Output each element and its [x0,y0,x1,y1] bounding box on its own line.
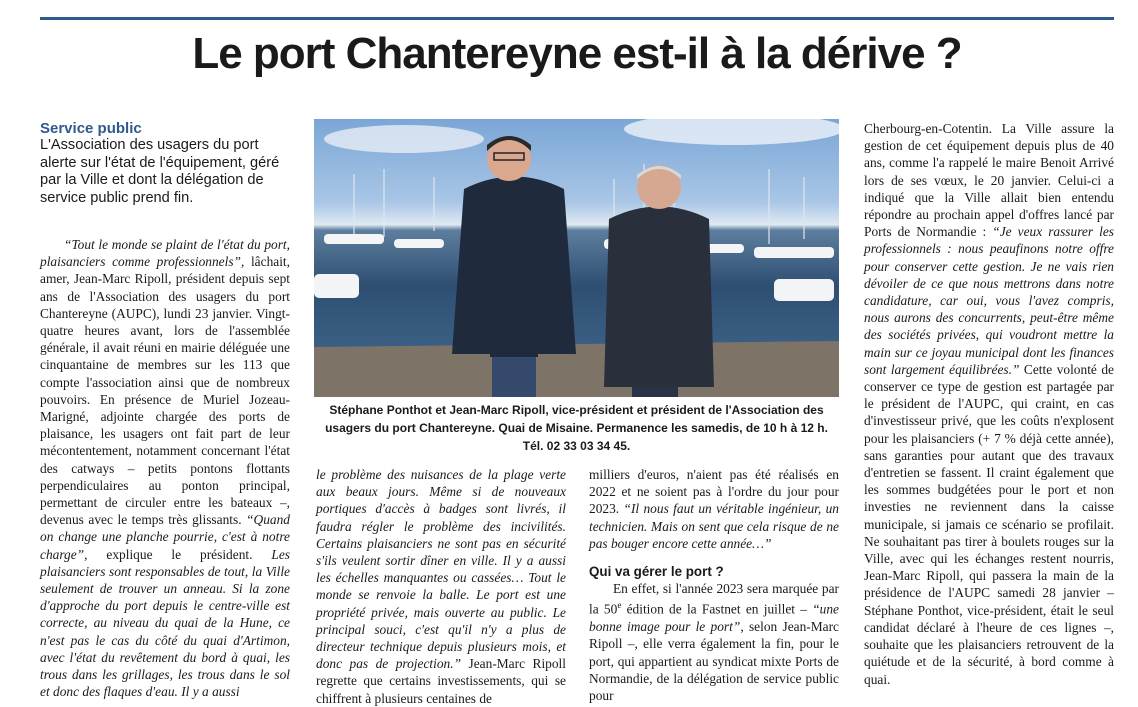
page-title: Le port Chantereyne est-il à la dérive ? [192,29,962,78]
article-photo [314,119,839,397]
body-text: édition de la Fastnet en juillet – [621,601,813,617]
body-text: lâchait, amer, Jean-Marc Ripoll, président depuis sept ans de l'Association des usagers du port Chantereyne (AUPC), lundi 23 janvier. Vingt-quatre heures avant, lors de l'assemblée générale, il avait réuni en mairie déléguée une cinquantaine de membres sur les 113 que compte l'association ainsi que de nombreux pouvoirs. En présence de Muriel Jozeau-Marigné, adjointe chargée des ports de plaisance, les usagers ont fait part de leur mécontentement, notamment concernant l'état des catways – petits pontons flottants perpendiculaires au ponton principal, permettant de circuler entre les bateaux –, devenus avec le temps très glissants. [40,254,290,528]
photo-caption: Stéphane Ponthot et Jean-Marc Ripoll, vice-président et président de l'Association des usagers du port Chantereyne. Quai de Misaine. Permanence les samedis, de 10 h à 12 h. Tél. 02 33 03 34 45. [325,403,828,453]
quote: “Je veux rassurer les professionnels : nous peaufinons notre offre pour conserver cette gestion. Je ne vais rien dévoiler de ce que nous mettrons dans notre candidature, car oui, vous l'avez compris, nous aurons des concurrents, peut-être même des sociétés privées, qui voudront mettre la main sur ce joyau municipal dont les finances sont largement équilibrées.” [864,224,1114,377]
quote: Les plaisanciers sont responsables de tout, la Ville seulement de trouver un anneau. Si la zone d'approche du port depuis le centre-ville est correcte, au niveau du quai de la Hune, ce n'est pas le cas du côté du quai d'Artimon, avec l'état du revêtement du bord à quai, les trous dans les grillages, les trous dans le sol et donc des flaques d'eau. Il y a aussi [40,546,290,700]
body-text: Cherbourg-en-Cotentin. La Ville assure la gestion de cet équipement depuis plus de 40 ans, comme l'a rappelé le maire Benoit Arrivé lors de ses vœux, le 20 janvier. Celui-ci a indiqué que la Ville allait bien entendu répondre au prochain appel d'offres lancé par Ports de Normandie : [864,121,1114,240]
section-subheading: Qui va gérer le port ? [589,564,724,580]
top-rule [40,17,1114,20]
article-column-2 [316,466,566,707]
article-column-1 [40,236,290,700]
quote: “Tout le monde se plaint de l'état du port, plaisanciers comme professionnels”, [40,237,290,270]
section-kicker: Service public [40,120,142,137]
quote: “Il nous faut un véritable ingénieur, un technicien. Mais on sent que cela risque de ne pas bouger encore cette année…” [589,501,839,551]
harbour-photo-illustration [314,119,839,397]
article-column-4 [864,120,1114,688]
body-text: En effet, si l'année 2023 sera marquée par la 50 [589,581,839,617]
standfirst: L'Association des usagers du port alerte sur l'état de l'équipement, géré par la Ville et dont la délégation de service public prend fin. [40,137,280,206]
article-column-3 [589,466,839,704]
ordinal-suffix: e [617,600,622,611]
quote: “une bonne image pour le port” [589,601,840,635]
body-text: , selon Jean-Marc Ripoll –, elle verra également la fin, pour le port, qui appartient au syndicat mixte Ports de Normandie, de la délégation de service public pour [589,619,839,703]
body-text: explique le président. [87,546,272,562]
body-text: Cette volonté de conserver ce type de gestion est partagée par le président de l'AUPC, qui craint, en cas d'investisseur privé, que les coûts n'explosent pour les plaisanciers (+ 7 % déjà cette année), sans garanties pour autant que des travaux d'entretien se fassent. Il craint également que les sommes budgétées pour le port et non investies ne reviennent dans la caisse municipale, si jamais ce scénario se profilait. Ne souhaitant pas tirer à boulets rouges sur la Ville, avec qui les échanges restent nourris, Jean-Marc Ripoll, qui passera la main de la présidence de l'AUPC samedi 28 janvier – Stéphane Ponthot, vice-président, était le seul candidat déclaré à l'heure de ces lignes –, souhaite que les plaisanciers retrouvent de la quiétude et de la sécurité, à bord comme à quai. [864,361,1114,687]
body-text: milliers d'euros, n'aient pas été réalisés en 2022 et ne soient pas à l'ordre du jour pour 2023. [589,467,839,517]
body-text: Jean-Marc Ripoll regrette que certains investissements, qui se chiffrent à plusieurs centaines de [316,656,566,706]
quote: le problème des nuisances de la plage verte aux beaux jours. Même si de nouveaux portiques d'accès à badges sont livrés, il faudra régler le problème des incivilités. Certains plaisanciers ne sont pas en sécurité s'ils veulent sortir dîner en ville. Il y a aussi les échelles manquantes ou cassées… Tout le monde se renvoie la balle. Le port est une propriété privée, mais ouverte au public. Le principal souci, c'est qu'il n'y a plus de directeur technique depuis plusieurs mois, et donc pas de projection.” [316,467,566,672]
quote: “Quand on change une planche pourrie, c'est à notre charge”, [40,512,290,562]
